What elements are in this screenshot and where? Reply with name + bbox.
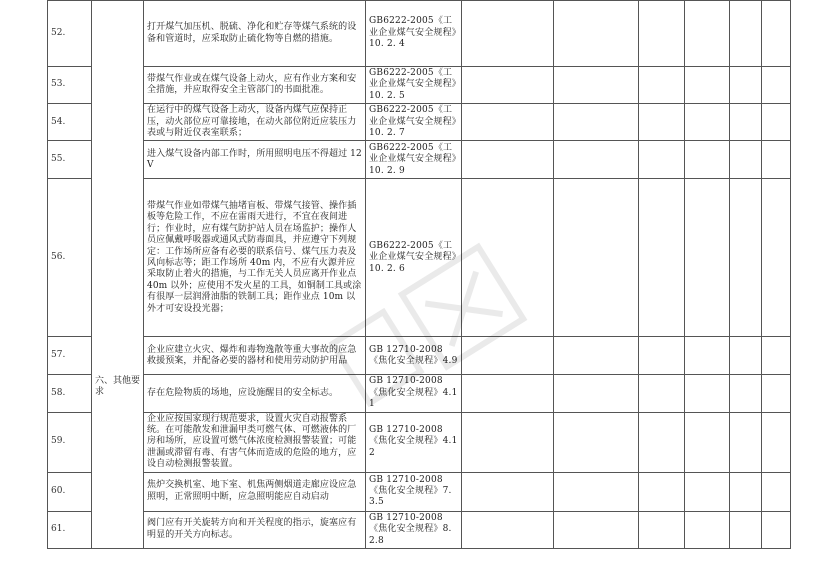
row-number: 61. [48, 511, 92, 548]
check-cell [554, 179, 639, 337]
check-cell [762, 412, 791, 472]
check-cell [462, 375, 554, 412]
check-cell [730, 337, 762, 375]
table-row [48, 337, 791, 375]
requirement-text: 焦炉交换机室、地下室、机焦两侧烟道走廊应设应急照明，正常照明中断，应急照明能应自动启动 [144, 472, 366, 511]
table-row [48, 1, 791, 67]
check-cell [730, 67, 762, 104]
table-row [48, 141, 791, 179]
standard-reference: GB 12710-2008《焦化安全规程》7.3.5 [366, 472, 462, 511]
check-cell [730, 472, 762, 511]
check-cell [730, 511, 762, 548]
check-cell [639, 337, 685, 375]
check-cell [639, 179, 685, 337]
check-cell [762, 104, 791, 141]
check-cell [554, 1, 639, 67]
row-number: 60. [48, 472, 92, 511]
check-cell [639, 375, 685, 412]
table-row [48, 412, 791, 472]
requirement-text: 企业应按国家现行规范要求，设置火灾自动报警系统。在可能散发和泄漏甲类可燃气体、可燃液体的厂房和场所，应设置可燃气体浓度检测报警装置；可能泄漏或滞留有毒、有害气体而造成的危险的地方，应设自动检测报警装置。 [144, 412, 366, 472]
check-cell [554, 375, 639, 412]
row-number: 54. [48, 104, 92, 141]
check-cell [462, 472, 554, 511]
check-cell [685, 104, 730, 141]
requirement-text: 打开煤气加压机、脱硫、净化和贮存等煤气系统的设备和管道时，应采取防止硫化物等自燃的措施。 [144, 1, 366, 67]
table-row [48, 179, 791, 337]
check-cell [639, 1, 685, 67]
standard-reference: GB 12710-2008《焦化安全规程》4.11 [366, 375, 462, 412]
requirement-text: 进入煤气设备内部工作时，所用照明电压不得超过 12V [144, 141, 366, 179]
check-cell [462, 337, 554, 375]
check-cell [462, 141, 554, 179]
check-cell [762, 1, 791, 67]
check-cell [685, 141, 730, 179]
row-number: 56. [48, 179, 92, 337]
check-cell [762, 375, 791, 412]
standard-reference: GB 12710-2008《焦化安全规程》8.2.8 [366, 511, 462, 548]
inspection-table [47, 0, 791, 549]
check-cell [462, 104, 554, 141]
row-number: 59. [48, 412, 92, 472]
standard-reference: GB 12710-2008《焦化安全规程》4.12 [366, 412, 462, 472]
check-cell [730, 412, 762, 472]
check-cell [462, 511, 554, 548]
check-cell [462, 412, 554, 472]
check-cell [554, 337, 639, 375]
check-cell [685, 337, 730, 375]
check-cell [730, 104, 762, 141]
check-cell [554, 67, 639, 104]
check-cell [762, 337, 791, 375]
standard-reference: GB6222-2005《工业企业煤气安全规程》10. 2. 9 [366, 141, 462, 179]
check-cell [730, 141, 762, 179]
check-cell [554, 511, 639, 548]
check-cell [762, 472, 791, 511]
requirement-text: 存在危险物质的场地，应设施醒目的安全标志。 [144, 375, 366, 412]
check-cell [685, 1, 730, 67]
requirement-text: 带煤气作业或在煤气设备上动火，应有作业方案和安全措施，并应取得安全主管部门的书面批准。 [144, 67, 366, 104]
requirement-text: 带煤气作业如带煤气抽堵盲板、带煤气接管、操作插板等危险工作，不应在雷雨天进行，不宜在夜间进行；作业时，应有煤气防护站人员在场监护；操作人员应佩戴呼吸器或通风式防毒面具，并应遵守下列规定：工作场所应备有必要的联系信号、煤气压力表及风向标志等；距工作场所 40m 内，不应有火源并应采取防止着火的措施，与工作无关人员应离开作业点 40m 以外；应使用不发火星的工具，如铜制工具或涂有很厚一层润滑油脂的铁制工具；距作业点 10m 以外才可安设投光器； [144, 179, 366, 337]
category-label: 六、其他要求 [95, 376, 141, 398]
check-cell [639, 511, 685, 548]
check-cell [762, 511, 791, 548]
requirement-text: 在运行中的煤气设备上动火，设备内煤气应保持正压，动火部位应可靠接地，在动火部位附近应装压力表或与附近仪表室联系； [144, 104, 366, 141]
table-row [48, 511, 791, 548]
row-number: 58. [48, 375, 92, 412]
check-cell [685, 412, 730, 472]
check-cell [554, 412, 639, 472]
requirement-text: 企业应建立火灾、爆炸和毒物逸散等重大事故的应急救援预案，并配备必要的器材和使用劳动防护用品 [144, 337, 366, 375]
check-cell [685, 511, 730, 548]
row-number: 53. [48, 67, 92, 104]
check-cell [730, 179, 762, 337]
check-cell [730, 375, 762, 412]
row-number: 55. [48, 141, 92, 179]
check-cell [639, 412, 685, 472]
table-row [48, 104, 791, 141]
check-cell [762, 67, 791, 104]
table-row [48, 375, 791, 412]
category-cell [92, 1, 144, 549]
check-cell [639, 141, 685, 179]
check-cell [639, 472, 685, 511]
row-number: 57. [48, 337, 92, 375]
check-cell [554, 472, 639, 511]
check-cell [762, 179, 791, 337]
check-cell [639, 104, 685, 141]
check-cell [762, 141, 791, 179]
check-cell [462, 179, 554, 337]
check-cell [685, 179, 730, 337]
row-number: 52. [48, 1, 92, 67]
standard-reference: GB6222-2005《工业企业煤气安全规程》10. 2. 6 [366, 179, 462, 337]
standard-reference: GB6222-2005《工业企业煤气安全规程》10. 2. 7 [366, 104, 462, 141]
check-cell [685, 67, 730, 104]
check-cell [462, 1, 554, 67]
check-cell [462, 67, 554, 104]
check-cell [730, 1, 762, 67]
check-cell [639, 67, 685, 104]
standard-reference: GB6222-2005《工业企业煤气安全规程》10. 2. 5 [366, 67, 462, 104]
check-cell [685, 472, 730, 511]
table-row [48, 67, 791, 104]
check-cell [685, 375, 730, 412]
requirement-text: 阀门应有开关旋转方向和开关程度的指示，旋塞应有明显的开关方向标志。 [144, 511, 366, 548]
standard-reference: GB6222-2005《工业企业煤气安全规程》10. 2. 4 [366, 1, 462, 67]
table-row [48, 472, 791, 511]
check-cell [554, 141, 639, 179]
check-cell [554, 104, 639, 141]
standard-reference: GB 12710-2008《焦化安全规程》4.9 [366, 337, 462, 375]
